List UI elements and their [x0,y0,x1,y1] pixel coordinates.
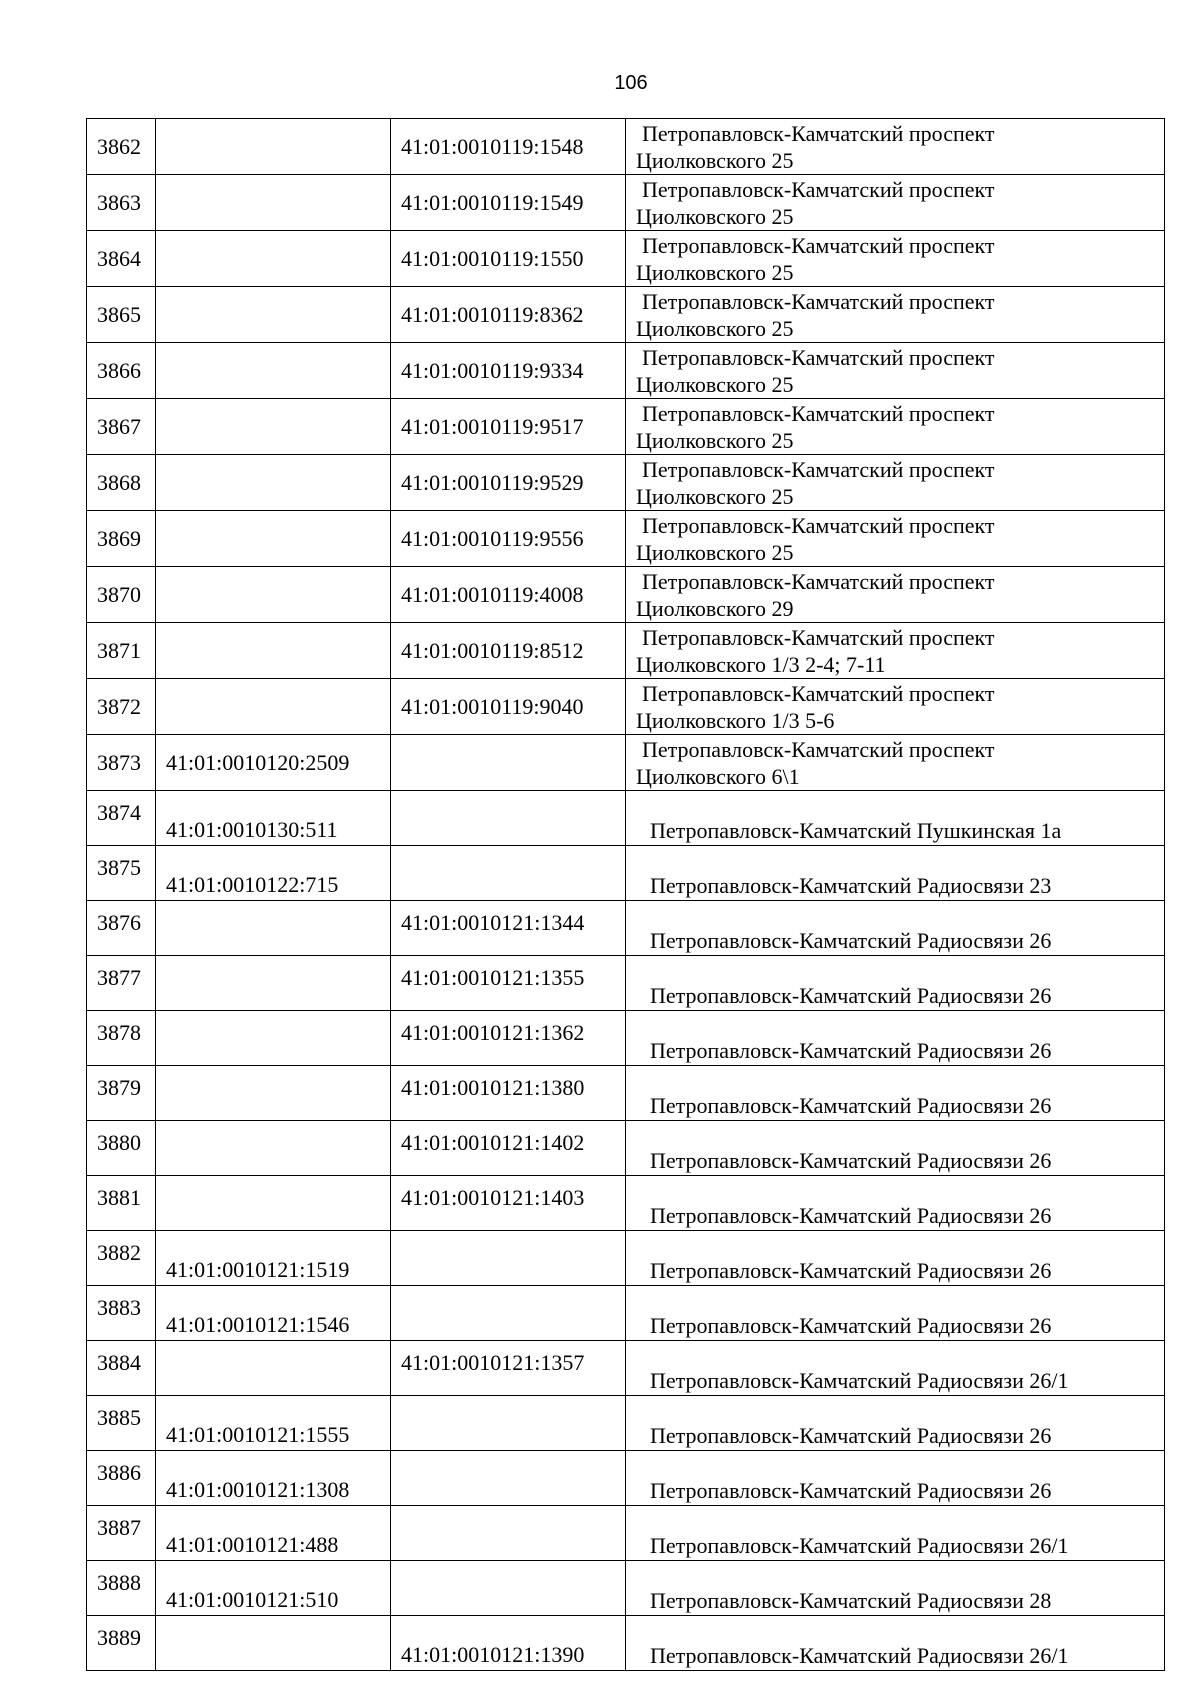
address-line-2: Циолковского 25 [636,203,794,229]
cadastral-number-primary [156,1176,391,1231]
row-number: 3878 [87,1011,156,1066]
address-line-2: Циолковского 25 [636,371,794,397]
cadastral-number-primary: 41:01:0010130:511 [156,791,391,846]
table-row [87,846,1165,901]
cadastral-number-secondary: 41:01:0010121:1357 [391,1341,626,1396]
row-number: 3873 [87,735,156,791]
table-row [87,1286,1165,1341]
address-line-1: Петропавловск-Камчатский Радиосвязи 26 [650,983,1052,1008]
address-line-1: Петропавловск-Камчатский Радиосвязи 28 [650,1588,1052,1613]
row-number: 3883 [87,1286,156,1341]
row-number: 3887 [87,1506,156,1561]
cadastral-number-primary [156,1341,391,1396]
table-row [87,1451,1165,1506]
row-number: 3888 [87,1561,156,1616]
cadastral-number-secondary [391,735,626,791]
table-row [87,287,1165,343]
table-row [87,1011,1165,1066]
address-cell [626,1451,1165,1506]
cadastral-number-secondary: 41:01:0010119:8512 [391,623,626,679]
row-number: 3869 [87,511,156,567]
address-cell [626,623,1165,679]
cadastral-number-primary [156,1121,391,1176]
address-line-1: Петропавловск-Камчатский Радиосвязи 23 [650,873,1052,898]
address-line-1: Петропавловск-Камчатский Радиосвязи 26 [650,1038,1052,1063]
table-row [87,511,1165,567]
table-row [87,1506,1165,1561]
cadastral-number-primary [156,1066,391,1121]
address-line-1: Петропавловск-Камчатский проспект [642,400,995,426]
cadastral-number-primary: 41:01:0010121:1308 [156,1451,391,1506]
registry-body [87,119,1165,1671]
table-row [87,1231,1165,1286]
address-cell [626,231,1165,287]
address-line-1: Петропавловск-Камчатский Радиосвязи 26 [650,1423,1052,1448]
cadastral-number-primary [156,511,391,567]
table-row [87,679,1165,735]
row-number: 3864 [87,231,156,287]
row-number: 3884 [87,1341,156,1396]
address-line-2: Циолковского 1/3 2-4; 7-11 [636,651,886,677]
address-cell [626,511,1165,567]
cadastral-number-primary: 41:01:0010121:488 [156,1506,391,1561]
address-line-1: Петропавловск-Камчатский Радиосвязи 26/1 [650,1368,1069,1393]
address-line-2: Циолковского 25 [636,483,794,509]
row-number: 3867 [87,399,156,455]
row-number: 3868 [87,455,156,511]
cadastral-number-primary [156,623,391,679]
registry-table [86,118,1165,1671]
row-number: 3877 [87,956,156,1011]
row-number: 3866 [87,343,156,399]
cadastral-number-primary [156,343,391,399]
row-number: 3889 [87,1616,156,1671]
address-cell [626,1616,1165,1671]
table-row [87,1176,1165,1231]
table-row [87,623,1165,679]
address-line-1: Петропавловск-Камчатский проспект [642,120,995,146]
cadastral-number-primary [156,175,391,231]
address-cell [626,1121,1165,1176]
address-line-2: Циолковского 6\1 [636,763,800,789]
address-line-1: Петропавловск-Камчатский Радиосвязи 26 [650,1478,1052,1503]
cadastral-number-primary [156,567,391,623]
row-number: 3870 [87,567,156,623]
address-cell [626,399,1165,455]
address-cell [626,1506,1165,1561]
cadastral-number-primary: 41:01:0010122:715 [156,846,391,901]
address-line-2: Циолковского 25 [636,315,794,341]
row-number: 3885 [87,1396,156,1451]
address-cell [626,791,1165,846]
address-line-2: Циолковского 25 [636,147,794,173]
address-line-1: Петропавловск-Камчатский Радиосвязи 26 [650,1258,1052,1283]
cadastral-number-secondary: 41:01:0010121:1355 [391,956,626,1011]
address-cell [626,1066,1165,1121]
cadastral-number-primary: 41:01:0010121:1555 [156,1396,391,1451]
address-cell [626,567,1165,623]
cadastral-number-secondary: 41:01:0010119:1550 [391,231,626,287]
cadastral-number-secondary: 41:01:0010119:9040 [391,679,626,735]
table-row [87,735,1165,791]
cadastral-number-secondary: 41:01:0010121:1362 [391,1011,626,1066]
row-number: 3881 [87,1176,156,1231]
table-row [87,175,1165,231]
page-number: 106 [614,72,648,94]
table-row [87,1396,1165,1451]
cadastral-number-primary [156,901,391,956]
row-number: 3865 [87,287,156,343]
cadastral-number-secondary: 41:01:0010121:1402 [391,1121,626,1176]
address-cell [626,455,1165,511]
address-cell [626,119,1165,175]
cadastral-number-secondary [391,791,626,846]
cadastral-number-secondary: 41:01:0010119:4008 [391,567,626,623]
row-number: 3863 [87,175,156,231]
row-number: 3882 [87,1231,156,1286]
cadastral-number-secondary: 41:01:0010121:1403 [391,1176,626,1231]
table-row [87,399,1165,455]
address-line-1: Петропавловск-Камчатский Радиосвязи 26 [650,928,1052,953]
cadastral-number-primary [156,119,391,175]
table-row [87,119,1165,175]
address-cell [626,287,1165,343]
row-number: 3886 [87,1451,156,1506]
cadastral-number-secondary [391,1561,626,1616]
cadastral-number-primary [156,287,391,343]
address-line-2: Циолковского 29 [636,595,794,621]
address-cell [626,1561,1165,1616]
cadastral-number-primary: 41:01:0010120:2509 [156,735,391,791]
table-row [87,1616,1165,1671]
address-line-1: Петропавловск-Камчатский Радиосвязи 26/1 [650,1643,1069,1668]
address-line-1: Петропавловск-Камчатский Радиосвязи 26/1 [650,1533,1069,1558]
address-line-1: Петропавловск-Камчатский Радиосвязи 26 [650,1093,1052,1118]
address-cell [626,1396,1165,1451]
row-number: 3862 [87,119,156,175]
table-row [87,791,1165,846]
cadastral-number-secondary [391,1451,626,1506]
address-cell [626,901,1165,956]
cadastral-number-primary: 41:01:0010121:1546 [156,1286,391,1341]
address-line-1: Петропавловск-Камчатский проспект [642,568,995,594]
table-row [87,455,1165,511]
row-number: 3879 [87,1066,156,1121]
table-row [87,956,1165,1011]
address-line-2: Циолковского 25 [636,539,794,565]
address-cell [626,1176,1165,1231]
cadastral-number-secondary: 41:01:0010121:1344 [391,901,626,956]
row-number: 3876 [87,901,156,956]
address-line-2: Циолковского 25 [636,427,794,453]
address-cell [626,1011,1165,1066]
address-line-1: Петропавловск-Камчатский проспект [642,512,995,538]
cadastral-number-primary [156,956,391,1011]
cadastral-number-secondary [391,1396,626,1451]
cadastral-number-secondary [391,1286,626,1341]
address-cell [626,175,1165,231]
address-line-1: Петропавловск-Камчатский Радиосвязи 26 [650,1148,1052,1173]
cadastral-number-secondary: 41:01:0010119:9517 [391,399,626,455]
cadastral-number-primary: 41:01:0010121:1519 [156,1231,391,1286]
address-cell [626,846,1165,901]
cadastral-number-primary [156,455,391,511]
table-row [87,901,1165,956]
cadastral-number-primary [156,679,391,735]
address-line-1: Петропавловск-Камчатский проспект [642,176,995,202]
cadastral-number-secondary: 41:01:0010119:1549 [391,175,626,231]
row-number: 3874 [87,791,156,846]
table-row [87,1561,1165,1616]
table-row [87,343,1165,399]
table-row [87,1066,1165,1121]
table-row [87,567,1165,623]
row-number: 3872 [87,679,156,735]
address-line-1: Петропавловск-Камчатский Пушкинская 1а [650,818,1062,843]
table-row [87,231,1165,287]
cadastral-number-secondary: 41:01:0010121:1390 [391,1616,626,1671]
cadastral-number-secondary [391,846,626,901]
address-cell [626,343,1165,399]
cadastral-number-secondary: 41:01:0010119:1548 [391,119,626,175]
address-line-1: Петропавловск-Камчатский Радиосвязи 26 [650,1203,1052,1228]
cadastral-number-primary [156,1011,391,1066]
address-cell [626,1286,1165,1341]
cadastral-number-primary [156,1616,391,1671]
cadastral-number-primary [156,231,391,287]
address-line-1: Петропавловск-Камчатский проспект [642,344,995,370]
address-cell [626,956,1165,1011]
address-line-1: Петропавловск-Камчатский проспект [642,288,995,314]
cadastral-number-secondary: 41:01:0010119:9529 [391,455,626,511]
address-line-1: Петропавловск-Камчатский проспект [642,232,995,258]
table-row [87,1341,1165,1396]
cadastral-number-secondary: 41:01:0010119:9556 [391,511,626,567]
address-line-1: Петропавловск-Камчатский Радиосвязи 26 [650,1313,1052,1338]
cadastral-number-primary [156,399,391,455]
address-line-2: Циолковского 1/3 5-6 [636,707,835,733]
cadastral-number-primary: 41:01:0010121:510 [156,1561,391,1616]
address-cell [626,735,1165,791]
address-line-2: Циолковского 25 [636,259,794,285]
row-number: 3875 [87,846,156,901]
address-cell [626,1231,1165,1286]
address-line-1: Петропавловск-Камчатский проспект [642,624,995,650]
table-row [87,1121,1165,1176]
address-line-1: Петропавловск-Камчатский проспект [642,680,995,706]
cadastral-number-secondary [391,1231,626,1286]
address-line-1: Петропавловск-Камчатский проспект [642,736,995,762]
cadastral-number-secondary: 41:01:0010119:8362 [391,287,626,343]
address-cell [626,1341,1165,1396]
cadastral-number-secondary [391,1506,626,1561]
address-line-1: Петропавловск-Камчатский проспект [642,456,995,482]
row-number: 3871 [87,623,156,679]
cadastral-number-secondary: 41:01:0010121:1380 [391,1066,626,1121]
cadastral-number-secondary: 41:01:0010119:9334 [391,343,626,399]
address-cell [626,679,1165,735]
row-number: 3880 [87,1121,156,1176]
